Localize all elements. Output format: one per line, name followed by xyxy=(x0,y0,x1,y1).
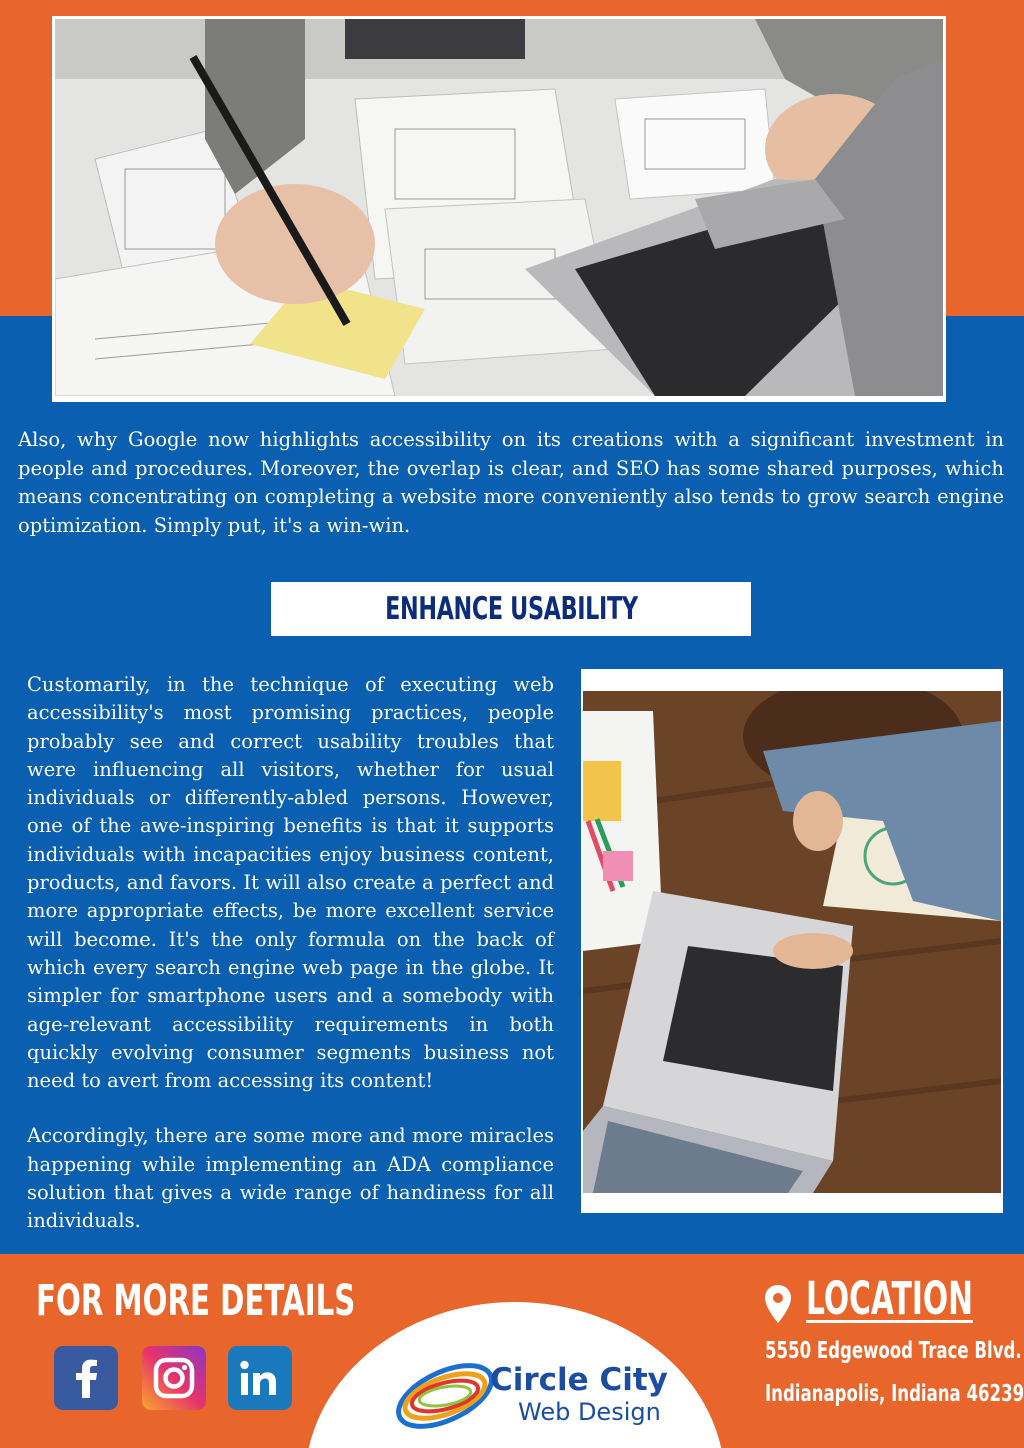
hero-photo xyxy=(55,19,943,396)
logo-swoosh-icon xyxy=(390,1354,500,1434)
more-details-heading: FOR MORE DETAILS xyxy=(36,1276,356,1326)
body-text-column xyxy=(27,671,554,1263)
laptop-photo-frame xyxy=(581,669,1003,1213)
facebook-icon[interactable] xyxy=(54,1346,118,1410)
body-paragraph-2: Accordingly, there are some more and more miracles happening while implementing an ADA compliance solution that gives a wide range of handiness for all individuals. xyxy=(27,1124,554,1233)
location-pin-icon xyxy=(763,1284,793,1324)
hero-photo-frame xyxy=(52,16,946,402)
section-heading-box xyxy=(271,582,751,636)
intro-paragraph: Also, why Google now highlights accessibility on its creations with a significant investment in people and procedures. Moreover, the overlap is clear, and SEO has some shared purposes, which means concentrating on completing a website more conveniently also tends to grow search engine optimization. Simply put, it's a win-win. xyxy=(18,428,1004,537)
location-heading: LOCATION xyxy=(806,1272,974,1325)
company-logo xyxy=(390,1354,690,1444)
linkedin-icon[interactable] xyxy=(228,1346,292,1410)
logo-text-circle-city: Circle City xyxy=(490,1362,668,1398)
address-line-2: Indianapolis, Indiana 46239 xyxy=(765,1381,1024,1407)
footer xyxy=(0,1254,1024,1448)
laptop-photo xyxy=(583,691,1001,1193)
instagram-icon[interactable] xyxy=(142,1346,206,1410)
body-paragraph-1: Customarily, in the technique of executing web accessibility's most promising practices, people probably see and correct usability troubles that were influencing all visitors, whether for usual individuals or differently-abled persons. However, one of the awe-inspiring benefits is that it supports individuals with incapacities enjoy business content, products, and favors. It will also create a perfect and more appropriate effects, be more excellent service will become. It's the only formula on the back of which every search engine web page in the globe. It simpler for smartphone users and a somebody with age-relevant accessibility requirements in both quickly evolving consumer segments business not need to avert from accessing its content! xyxy=(27,673,554,1093)
address-line-1: 5550 Edgewood Trace Blvd. xyxy=(765,1338,1022,1364)
logo-text-web-design: Web Design xyxy=(518,1398,661,1426)
section-heading: ENHANCE USABILITY xyxy=(384,591,638,627)
